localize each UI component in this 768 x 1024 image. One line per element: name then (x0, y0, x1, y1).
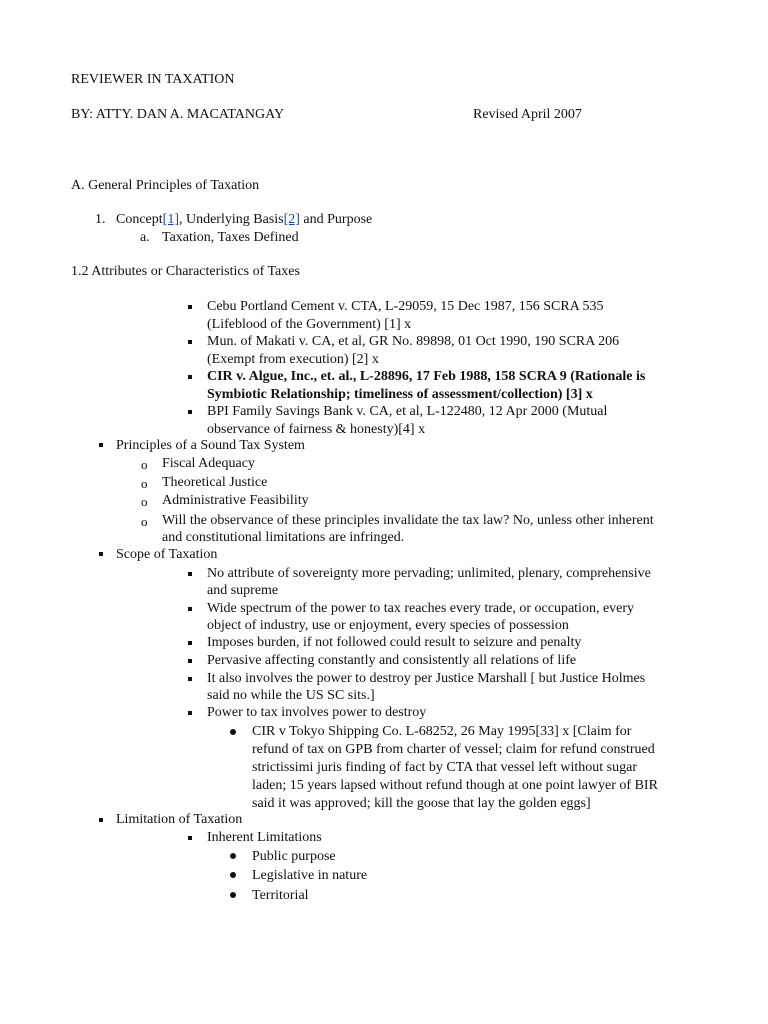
square-bullet (188, 659, 192, 663)
section-heading-a: A. General Principles of Taxation (71, 178, 260, 193)
item-1-line (116, 211, 372, 228)
scope-heading: Scope of Taxation (116, 547, 218, 562)
square-bullet (188, 711, 192, 715)
item-number: 1. (95, 212, 106, 227)
purpose-text: and Purpose (299, 212, 373, 227)
square-bullet (188, 677, 192, 681)
section-heading-1-2: 1.2 Attributes or Characteristics of Taxes (71, 264, 300, 279)
principle-item: Fiscal Adequacy (162, 456, 255, 471)
limitation-item: Legislative in nature (252, 868, 368, 883)
case-line: (Lifeblood of the Government) [1] x (207, 317, 412, 332)
limitation-heading: Limitation of Taxation (116, 812, 243, 827)
revised-date: Revised April 2007 (473, 107, 582, 122)
footnote-link-2[interactable]: [2] (283, 212, 300, 227)
item-1a-text: Taxation, Taxes Defined (162, 230, 299, 245)
scope-item: Pervasive affecting constantly and consistently all relations of life (207, 653, 577, 668)
round-bullet (230, 729, 236, 735)
scope-item: No attribute of sovereignty more pervading; unlimited, plenary, comprehensive (207, 566, 651, 581)
scope-item: and supreme (207, 583, 279, 598)
scope-item: Wide spectrum of the power to tax reaches every trade, or occupation, every (207, 601, 635, 616)
case-line-bold: Symbiotic Relationship; timeliness of assessment/collection) [3] x (207, 387, 593, 402)
concept-text: Concept (116, 212, 163, 227)
principle-item: Theoretical Justice (162, 475, 268, 490)
square-bullet (188, 607, 192, 611)
tokyo-case-line: laden; 15 years lapsed without refund though at one point lawyer of BIR (252, 778, 658, 793)
square-bullet (99, 552, 103, 556)
author-line: BY: ATTY. DAN A. MACATANGAY (71, 107, 285, 122)
square-bullet (99, 443, 103, 447)
tokyo-case-line: said it was approved; kill the goose that lay the golden eggs] (252, 796, 591, 811)
circle-bullet: o (141, 476, 148, 491)
scope-item: Power to tax involves power to destroy (207, 705, 427, 720)
case-line-bold: CIR v. Algue, Inc., et. al., L-28896, 17 Feb 1988, 158 SCRA 9 (Rationale is (207, 369, 646, 384)
round-bullet (230, 892, 236, 898)
tokyo-case-line: strictissimi juris finding of fact by CTA that vessel left without sugar (252, 760, 637, 775)
case-line: BPI Family Savings Bank v. CA, et al, L-122480, 12 Apr 2000 (Mutual (207, 404, 608, 419)
square-bullet (99, 818, 103, 822)
tokyo-case-line: CIR v Tokyo Shipping Co. L-68252, 26 May 1995[33] x [Claim for (252, 724, 632, 739)
square-bullet (188, 340, 192, 344)
case-line: observance of fairness & honesty)[4] x (207, 422, 426, 437)
footnote-link-1[interactable]: [1] (162, 212, 179, 227)
circle-bullet: o (141, 457, 148, 472)
scope-item: said no while the US SC sits.] (207, 688, 375, 703)
case-line: Cebu Portland Cement v. CTA, L-29059, 15 Dec 1987, 156 SCRA 535 (207, 299, 604, 314)
round-bullet (230, 872, 236, 878)
circle-bullet: o (141, 514, 148, 529)
case-line: Mun. of Makati v. CA, et al, GR No. 89898, 01 Oct 1990, 190 SCRA 206 (207, 334, 620, 349)
square-bullet (188, 641, 192, 645)
principle-item: Administrative Feasibility (162, 493, 309, 508)
case-line: (Exempt from execution) [2] x (207, 352, 379, 367)
item-letter: a. (140, 230, 150, 245)
underlying-basis-text: , Underlying Basis (178, 212, 284, 227)
document-title: REVIEWER IN TAXATION (71, 72, 235, 87)
principles-heading: Principles of a Sound Tax System (116, 438, 305, 453)
principle-item: Will the observance of these principles invalidate the tax law? No, unless other inherent (162, 513, 654, 528)
tokyo-case-line: refund of tax on GPB from charter of vessel; claim for refund construed (252, 742, 655, 757)
principle-item-continued: and constitutional limitations are infringed. (162, 530, 405, 545)
square-bullet (188, 305, 192, 309)
scope-item: It also involves the power to destroy per Justice Marshall [ but Justice Holmes (207, 671, 646, 686)
square-bullet (188, 410, 192, 414)
limitation-item: Territorial (252, 888, 309, 903)
circle-bullet: o (141, 494, 148, 509)
scope-item: Imposes burden, if not followed could result to seizure and penalty (207, 635, 582, 650)
round-bullet (230, 853, 236, 859)
square-bullet (188, 375, 192, 379)
square-bullet (188, 836, 192, 840)
inherent-limitations-heading: Inherent Limitations (207, 830, 322, 845)
scope-item: object of industry, use or enjoyment, every species of possession (207, 618, 569, 633)
square-bullet (188, 572, 192, 576)
limitation-item: Public purpose (252, 849, 336, 864)
